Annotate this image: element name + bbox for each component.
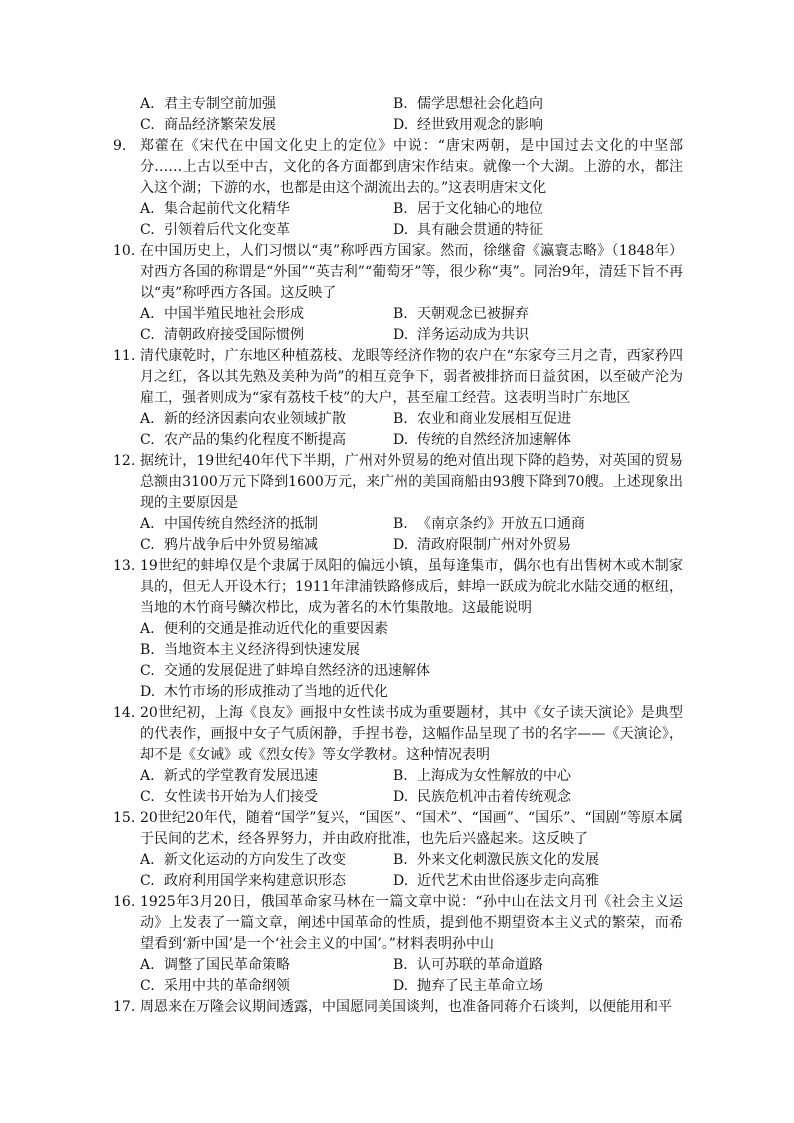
option-text: 居于文化轴心的地位 [417, 201, 543, 217]
option-text: 清政府限制广州对外贸易 [417, 537, 571, 553]
option-text: 中国传统自然经济的抵制 [164, 516, 318, 532]
q9-option-c [140, 220, 393, 241]
option-text: 具有融会贯通的特征 [417, 222, 543, 238]
option-letter: C. [140, 327, 155, 343]
q15-option-b [393, 850, 683, 871]
question-number: 16. [113, 894, 136, 910]
option-text: 儒学思想社会化趋向 [417, 96, 543, 112]
option-text: 抛弃了民主革命立场 [417, 978, 543, 994]
q8-option-d [393, 115, 683, 136]
q15-option-a [140, 850, 393, 871]
option-letter: C. [140, 978, 155, 994]
q14-option-c [140, 787, 393, 808]
option-letter: B. [393, 201, 408, 217]
option-text: 便利的交通是推动近代化的重要因素 [164, 621, 388, 637]
question-number: 13. [113, 558, 136, 574]
question-number: 11. [113, 348, 136, 364]
q8-options [113, 94, 683, 136]
question-12 [113, 451, 683, 514]
q11-option-c [140, 430, 393, 451]
option-text: 木竹市场的形成推动了当地的近代化 [164, 684, 388, 700]
option-text: 认可苏联的革命道路 [417, 957, 543, 973]
q13-option-d [113, 682, 683, 703]
option-letter: B. [393, 411, 408, 427]
q16-option-d [393, 976, 683, 997]
q16-option-b [393, 955, 683, 976]
question-17 [113, 997, 683, 1018]
option-letter: B. [393, 516, 408, 532]
q14-option-b [393, 766, 683, 787]
option-letter: C. [140, 432, 155, 448]
option-letter: D. [393, 327, 409, 343]
option-letter: C. [140, 537, 155, 553]
q9-option-d [393, 220, 683, 241]
option-text: 中国半殖民地社会形成 [164, 306, 304, 322]
option-text: 鸦片战争后中外贸易缩减 [164, 537, 318, 553]
question-number: 17. [113, 999, 136, 1015]
question-number: 15. [113, 810, 136, 826]
option-letter: C. [140, 663, 155, 679]
q10-options [113, 304, 683, 346]
q11-option-b [393, 409, 683, 430]
option-letter: A. [140, 621, 155, 637]
question-11 [113, 346, 683, 409]
question-stem: 1925年3月20日，俄国革命家马林在一篇文章中说：“孙中山在法文月刊《社会主义运动》上发表了一篇文章，阐述中国革命的性质，提到他不期望资本主义式的繁荣，而希望看到‘新中国’是一个‘社会主义的中国’。”材料表明孙中山 [140, 894, 683, 952]
option-text: 引领着后代文化变革 [164, 222, 290, 238]
option-text: 商品经济繁荣发展 [164, 117, 276, 133]
option-text: 《南京条约》开放五口通商 [417, 516, 585, 532]
question-number: 12. [113, 453, 136, 469]
q13-option-a [113, 619, 683, 640]
option-text: 洋务运动成为共识 [417, 327, 529, 343]
option-text: 采用中共的革命纲领 [164, 978, 290, 994]
q14-options [113, 766, 683, 808]
option-text: 调整了国民革命策略 [164, 957, 290, 973]
question-13 [113, 556, 683, 619]
q15-options [113, 850, 683, 892]
q12-option-b [393, 514, 683, 535]
q15-option-c [140, 871, 393, 892]
option-letter: D. [393, 117, 409, 133]
q10-option-b [393, 304, 683, 325]
q9-option-b [393, 199, 683, 220]
q8-option-c [140, 115, 393, 136]
option-text: 君主专制空前加强 [164, 96, 276, 112]
q16-option-c [140, 976, 393, 997]
option-text: 新的经济因素向农业领域扩散 [164, 411, 346, 427]
q13-option-c [113, 661, 683, 682]
option-text: 新文化运动的方向发生了改变 [164, 852, 346, 868]
q9-options [113, 199, 683, 241]
option-text: 民族危机冲击着传统观念 [417, 789, 571, 805]
q10-option-d [393, 325, 683, 346]
question-number: 10. [113, 243, 136, 259]
question-16 [113, 892, 683, 955]
option-letter: A. [140, 768, 155, 784]
question-number: 9. [113, 138, 127, 154]
option-letter: D. [393, 222, 409, 238]
q12-options [113, 514, 683, 556]
option-letter: C. [140, 789, 155, 805]
option-text: 清朝政府接受国际惯例 [164, 327, 304, 343]
option-letter: C. [140, 117, 155, 133]
question-15 [113, 808, 683, 850]
question-number: 14. [113, 705, 136, 721]
q11-options [113, 409, 683, 451]
q12-option-c [140, 535, 393, 556]
option-letter: B. [393, 768, 408, 784]
option-letter: B. [393, 852, 408, 868]
option-text: 女性读书开始为人们接受 [164, 789, 318, 805]
option-letter: D. [393, 873, 409, 889]
option-text: 交通的发展促进了蚌埠自然经济的迅速解体 [164, 663, 430, 679]
q14-option-d [393, 787, 683, 808]
question-9 [113, 136, 683, 199]
option-letter: A. [140, 96, 155, 112]
question-14 [113, 703, 683, 766]
option-letter: D. [393, 537, 409, 553]
question-stem: 在中国历史上，人们习惯以“夷”称呼西方国家。然而，徐继畲《瀛寰志略》（1848年）对西方各国的称谓是“外国”“英吉利”“葡萄牙”等，很少称“夷”。同治9年，清廷下旨不再以“夷”称呼西方各国。这反映了 [140, 243, 683, 301]
q14-option-a [140, 766, 393, 787]
option-text: 外来文化刺激民族文化的发展 [417, 852, 599, 868]
option-text: 农业和商业发展相互促进 [417, 411, 571, 427]
q13-option-b [113, 640, 683, 661]
option-letter: A. [140, 411, 155, 427]
option-text: 政府利用国学来构建意识形态 [164, 873, 346, 889]
option-letter: A. [140, 201, 155, 217]
question-stem: 郑藿在《宋代在中国文化史上的定位》中说：“唐宋两朝，是中国过去文化的中坚部分……上古以至中古，文化的各方面都到唐宋作结束。就像一个大湖。上游的水，都注入这个湖；下游的水，也都是由这个湖流出去的。”这表明唐宋文化 [140, 138, 683, 196]
option-text: 当地资本主义经济得到快速发展 [164, 642, 360, 658]
exam-page [113, 94, 683, 1018]
question-stem: 20世纪初，上海《良友》画报中女性读书成为重要题材，其中《女子读天演论》是典型的代表作，画报中女子气质闲静，手捏书卷，这幅作品呈现了书的名字——《天演论》，却不是《女诫》或《烈女传》等女学教材。这种情况表明 [140, 705, 683, 763]
question-10 [113, 241, 683, 304]
option-text: 集合起前代文化精华 [164, 201, 290, 217]
option-letter: D. [393, 789, 409, 805]
option-text: 上海成为女性解放的中心 [417, 768, 571, 784]
question-stem: 清代康乾时，广东地区种植荔枝、龙眼等经济作物的农户在“东家夸三月之青，西家矜四月之红，各以其先熟及美种为尚”的相互竞争下，弱者被排挤而日益贫困，以至破产沦为雇工，强者则成为“家有荔枝千枝”的大户，甚至雇工经营。这表明当时广东地区 [140, 348, 683, 406]
q11-option-a [140, 409, 393, 430]
option-text: 新式的学堂教育发展迅速 [164, 768, 318, 784]
option-text: 天朝观念已被摒弃 [417, 306, 529, 322]
option-letter: D. [393, 978, 409, 994]
q10-option-c [140, 325, 393, 346]
option-text: 经世致用观念的影响 [417, 117, 543, 133]
option-text: 农产品的集约化程度不断提高 [164, 432, 346, 448]
option-text: 近代艺术由世俗逐步走向高雅 [417, 873, 599, 889]
option-letter: C. [140, 873, 155, 889]
option-letter: A. [140, 306, 155, 322]
option-letter: A. [140, 957, 155, 973]
q9-option-a [140, 199, 393, 220]
q15-option-d [393, 871, 683, 892]
q11-option-d [393, 430, 683, 451]
q12-option-d [393, 535, 683, 556]
option-letter: A. [140, 852, 155, 868]
option-letter: A. [140, 516, 155, 532]
question-stem: 19世纪的蚌埠仅是个隶属于凤阳的偏远小镇，虽每逢集市，偶尔也有出售树木或木制家具的，但无人开设木行；1911年津浦铁路修成后，蚌埠一跃成为皖北水陆交通的枢纽，当地的木竹商号鳞次栉比，成为著名的木竹集散地。这最能说明 [140, 558, 683, 616]
question-stem: 据统计，19世纪40年代下半期，广州对外贸易的绝对值出现下降的趋势，对英国的贸易总额由3100万元下降到1600万元，来广州的美国商船由93艘下降到70艘。上述现象出现的主要原因是 [140, 453, 683, 511]
q12-option-a [140, 514, 393, 535]
option-letter: B. [393, 957, 408, 973]
option-text: 传统的自然经济加速解体 [417, 432, 571, 448]
q16-options [113, 955, 683, 997]
option-letter: B. [393, 96, 408, 112]
q8-option-a [140, 94, 393, 115]
option-letter: B. [393, 306, 408, 322]
q16-option-a [140, 955, 393, 976]
option-letter: C. [140, 222, 155, 238]
option-letter: D. [140, 684, 156, 700]
option-letter: D. [393, 432, 409, 448]
q8-option-b [393, 94, 683, 115]
question-stem: 周恩来在万隆会议期间透露，中国愿同美国谈判，也准备同蒋介石谈判，以便能用和平 [140, 999, 672, 1015]
q10-option-a [140, 304, 393, 325]
option-letter: B. [140, 642, 155, 658]
question-stem: 20世纪20年代，随着“国学”复兴，“国医”、“国术”、“国画”、“国乐”、“国剧”等原本属于民间的艺术，经各界努力，并由政府批准，也先后兴盛起来。这反映了 [140, 810, 683, 847]
